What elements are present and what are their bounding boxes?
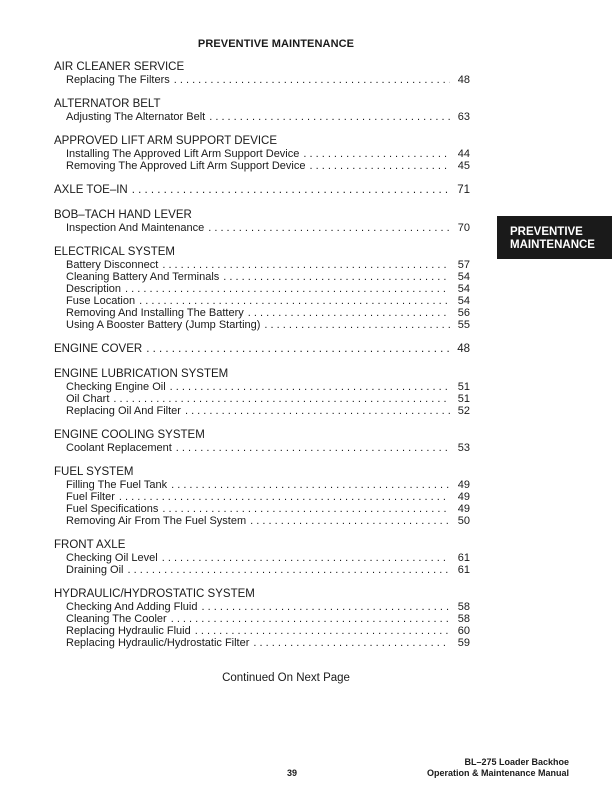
toc-entry-label: Fuel Specifications [66, 503, 159, 515]
dot-leader [125, 283, 450, 295]
toc-entry-label: Replacing Oil And Filter [66, 405, 181, 417]
toc-entry-label: Removing The Approved Lift Arm Support Device [66, 160, 306, 172]
toc-entry [54, 222, 470, 234]
dot-leader [253, 637, 450, 649]
toc-entry-label: Description [66, 283, 122, 295]
toc-entry-label: Inspection And Maintenance [66, 222, 205, 234]
dot-leader [209, 111, 450, 123]
toc-entry-page: 63 [457, 111, 470, 123]
toc-section [54, 184, 470, 197]
toc-entry-page: 71 [457, 184, 470, 196]
table-of-contents [54, 61, 470, 661]
toc-entry-page: 48 [457, 343, 470, 355]
toc-entry-page: 49 [457, 479, 470, 491]
dot-leader [132, 184, 450, 197]
dot-leader [309, 160, 450, 172]
toc-entry [54, 405, 470, 417]
dot-leader [171, 479, 450, 491]
toc-entry-page: 54 [457, 283, 470, 295]
dot-leader [119, 491, 450, 503]
dot-leader [208, 222, 450, 234]
toc-entry [54, 601, 470, 613]
toc-entry [54, 442, 470, 454]
toc-section-heading: ALTERNATOR BELT [54, 98, 161, 110]
toc-section [54, 368, 470, 417]
toc-entry-page: 58 [457, 601, 470, 613]
toc-entry [54, 515, 470, 527]
toc-entry-label: Checking Engine Oil [66, 381, 166, 393]
toc-entry-page: 51 [457, 393, 470, 405]
dot-leader [127, 564, 450, 576]
toc-entry [54, 393, 470, 405]
section-tab-line1: PREVENTIVE [510, 226, 583, 238]
dot-leader [303, 148, 450, 160]
toc-entry-page: 60 [457, 625, 470, 637]
toc-top-entry [54, 343, 470, 356]
toc-entry-label: Adjusting The Alternator Belt [66, 111, 206, 123]
toc-entry-label: Fuse Location [66, 295, 136, 307]
toc-entry [54, 552, 470, 564]
toc-entry [54, 625, 470, 637]
toc-entry-page: 52 [457, 405, 470, 417]
toc-entry-label: Fuel Filter [66, 491, 115, 503]
toc-entry-label: Checking Oil Level [66, 552, 158, 564]
toc-entry-page: 61 [457, 552, 470, 564]
toc-entry [54, 160, 470, 172]
toc-entry [54, 307, 470, 319]
toc-entry [54, 259, 470, 271]
toc-entry-label: Oil Chart [66, 393, 110, 405]
toc-entry-page: 59 [457, 637, 470, 649]
toc-section-heading: APPROVED LIFT ARM SUPPORT DEVICE [54, 135, 278, 147]
dot-leader [223, 271, 450, 283]
section-tab-line2: MAINTENANCE [510, 239, 595, 251]
toc-entry-label: Removing Air From The Fuel System [66, 515, 247, 527]
toc-entry-page: 56 [457, 307, 470, 319]
toc-entry-label: Replacing Hydraulic/Hydrostatic Filter [66, 637, 250, 649]
toc-section [54, 466, 470, 527]
toc-entry-page: 54 [457, 295, 470, 307]
manual-title [427, 757, 569, 779]
toc-section-heading: FRONT AXLE [54, 539, 126, 551]
toc-entry [54, 111, 470, 123]
toc-entry [54, 637, 470, 649]
dot-leader [171, 613, 450, 625]
toc-entry-label: Filling The Fuel Tank [66, 479, 168, 491]
continued-note: Continued On Next Page [222, 672, 350, 684]
toc-entry-page: 58 [457, 613, 470, 625]
dot-leader [162, 552, 450, 564]
manual-title-line2: Operation & Maintenance Manual [426, 768, 569, 778]
dot-leader [250, 515, 450, 527]
section-tab [497, 216, 612, 259]
toc-entry-page: 49 [457, 503, 470, 515]
toc-entry [54, 271, 470, 283]
dot-leader [162, 259, 450, 271]
toc-entry-page: 54 [457, 271, 470, 283]
toc-section [54, 343, 470, 356]
toc-entry [54, 503, 470, 515]
toc-section-heading: BOB–TACH HAND LEVER [54, 209, 192, 221]
toc-entry-page: 57 [457, 259, 470, 271]
toc-section [54, 61, 470, 86]
toc-entry [54, 613, 470, 625]
toc-section-heading: AIR CLEANER SERVICE [54, 61, 185, 73]
toc-section-heading: ELECTRICAL SYSTEM [54, 246, 175, 258]
manual-title-line1: BL–275 Loader Backhoe [464, 757, 569, 767]
page-number: 39 [286, 768, 297, 778]
toc-section-heading: ENGINE LUBRICATION SYSTEM [54, 368, 229, 380]
dot-leader [248, 307, 450, 319]
toc-entry-page: 50 [457, 515, 470, 527]
toc-entry [54, 319, 470, 331]
toc-entry-page: 51 [457, 381, 470, 393]
toc-entry-label: ENGINE COVER [54, 343, 143, 355]
toc-entry [54, 564, 470, 576]
page-title: PREVENTIVE MAINTENANCE [197, 38, 355, 50]
dot-leader [195, 625, 450, 637]
toc-entry [54, 283, 470, 295]
toc-entry-label: Using A Booster Battery (Jump Starting) [66, 319, 261, 331]
toc-top-entry [54, 184, 470, 197]
toc-entry [54, 381, 470, 393]
toc-entry [54, 148, 470, 160]
toc-entry-label: Cleaning The Cooler [66, 613, 167, 625]
toc-entry-label: Cleaning Battery And Terminals [66, 271, 220, 283]
toc-section-heading: ENGINE COOLING SYSTEM [54, 429, 205, 441]
toc-entry-page: 61 [457, 564, 470, 576]
toc-entry-label: Installing The Approved Lift Arm Support Device [66, 148, 300, 160]
toc-section [54, 209, 470, 234]
toc-entry [54, 74, 470, 86]
dot-leader [264, 319, 450, 331]
toc-section [54, 135, 470, 172]
toc-entry-label: Battery Disconnect [66, 259, 159, 271]
dot-leader [146, 343, 450, 356]
dot-leader [185, 405, 450, 417]
toc-entry-page: 49 [457, 491, 470, 503]
toc-section-heading: HYDRAULIC/HYDROSTATIC SYSTEM [54, 588, 255, 600]
toc-section-heading: FUEL SYSTEM [54, 466, 134, 478]
toc-entry-page: 53 [457, 442, 470, 454]
toc-entry-label: Coolant Replacement [66, 442, 172, 454]
toc-section [54, 429, 470, 454]
toc-entry-label: Removing And Installing The Battery [66, 307, 244, 319]
toc-entry-page: 45 [457, 160, 470, 172]
dot-leader [162, 503, 450, 515]
dot-leader [170, 381, 450, 393]
toc-entry [54, 491, 470, 503]
toc-entry-page: 55 [457, 319, 470, 331]
toc-entry-label: AXLE TOE–IN [54, 184, 128, 196]
dot-leader [139, 295, 450, 307]
toc-section [54, 539, 470, 576]
dot-leader [201, 601, 450, 613]
toc-entry-label: Checking And Adding Fluid [66, 601, 198, 613]
toc-entry [54, 295, 470, 307]
dot-leader [176, 442, 450, 454]
toc-section [54, 588, 470, 649]
toc-section [54, 98, 470, 123]
dot-leader [113, 393, 450, 405]
toc-entry-label: Replacing Hydraulic Fluid [66, 625, 191, 637]
dot-leader [174, 74, 450, 86]
toc-entry [54, 479, 470, 491]
toc-entry-page: 44 [457, 148, 470, 160]
toc-entry-page: 48 [457, 74, 470, 86]
toc-entry-label: Draining Oil [66, 564, 124, 576]
toc-entry-page: 70 [457, 222, 470, 234]
toc-entry-label: Replacing The Filters [66, 74, 170, 86]
toc-section [54, 246, 470, 331]
